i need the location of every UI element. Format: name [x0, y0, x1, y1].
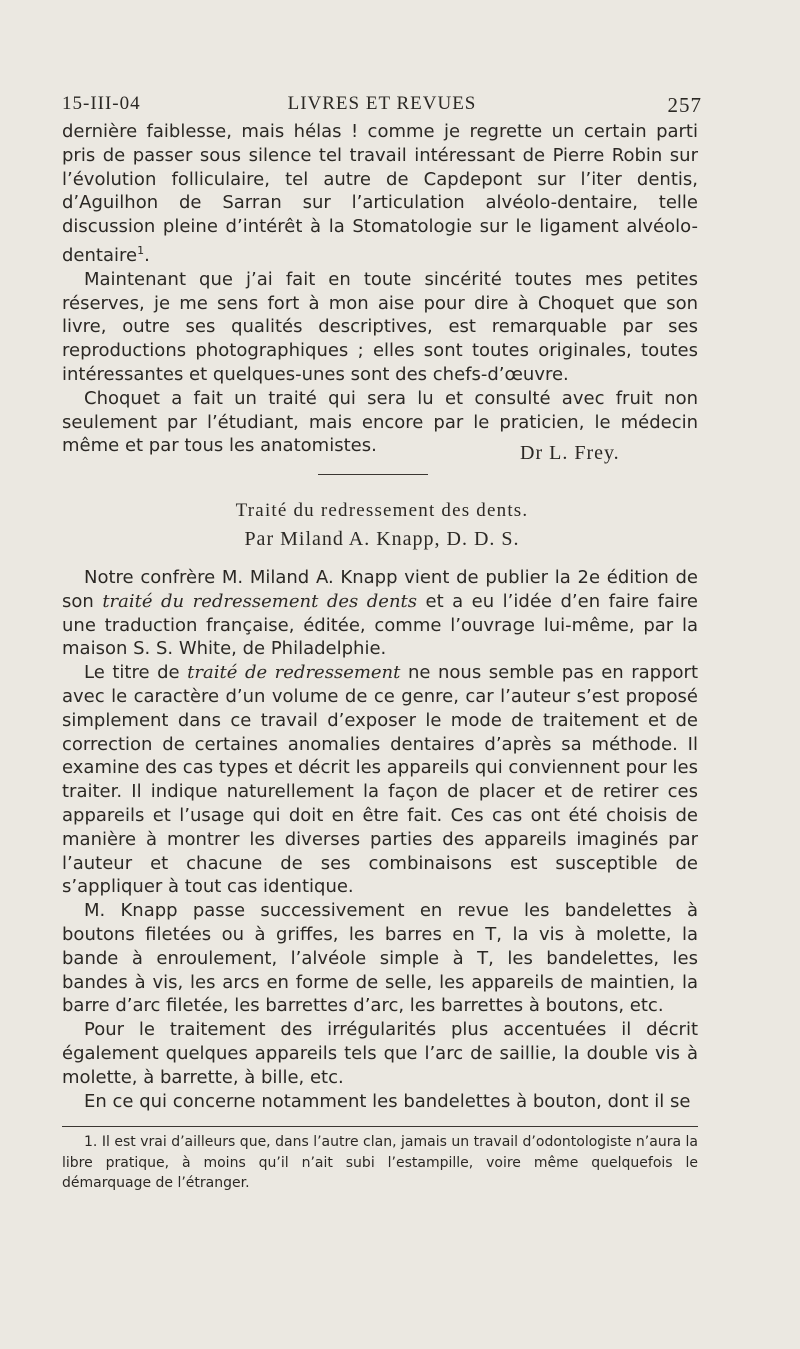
paragraph: dernière faiblesse, mais hélas ! comme je regrette un certain parti pris de passer sous silence tel travail intéressant de Pierre Robin sur l’évolution folliculaire, tel autre de Capdepont sur l’iter dentis, d’Aguilhon de Sarran sur l’articulation alvéolo-dentaire, telle discussion pleine d’intérêt à la Stomatologie sur le ligament alvéolo-dentaire$^1$.	[62, 121, 698, 266]
paragraph: Notre confrère M. Miland A. Knapp vient de publier la 2e édition de son traité du redressement des dents et a eu l’idée d’en faire faire une traduction française, éditée, comme l’ouvrage lui-même, par la maison S. S. White, de Philadelphie.	[62, 567, 698, 660]
paragraph: En ce qui concerne notamment les bandelettes à bouton, dont il se	[84, 1090, 691, 1112]
review-knapp	[62, 566, 698, 1113]
footnote: 1. Il est vrai d’ailleurs que, dans l’autre clan, jamais un travail d’odontologiste n’aura la libre pratique, à moins qu’il n’ait subi l’estampille, voire même quelquefois le démarquage de l’étranger.	[62, 1134, 698, 1191]
section-title: LIVRES ET REVUES	[287, 93, 477, 114]
running-header	[62, 93, 702, 119]
paragraph: Le titre de traité de redressement ne nous semble pas en rapport avec le caractère d’un volume de ce genre, car l’auteur s’est proposé simplement dans ce travail d’exposer le mode de traitement et de correction de certaines anomalies dentaires d’après sa méthode. Il examine des cas types et décrit les appareils qui conviennent pour les traiter. Il indique naturellement la façon de placer et de retirer ces appareils et l’usage qui doit en être fait. Ces cas ont été choisis de manière à montrer les diverses parties des appareils imaginés par l’auteur et chacune de ses combinaisons est susceptible de s’appliquer à tout cas identique.	[62, 662, 698, 898]
book-title-italic: traité du redressement des dents	[102, 590, 418, 612]
paragraph: M. Knapp passe successivement en revue les bandelettes à boutons filetées ou à griffes, les barres en T, la vis à molette, la bande à enroulement, l’alvéole simple à T, les bandelettes, les bandes à vis, les arcs en forme de selle, les appareils de maintien, la barre d’arc filetée, les barrettes d’arc, les barrettes à boutons, etc.	[62, 900, 698, 1017]
paragraph: Pour le traitement des irrégularités plus accentuées il décrit également quelques appareils tels que l’arc de saillie, la double vis à molette, à barrette, à bille, etc.	[62, 1019, 698, 1088]
review-choquet	[62, 120, 698, 458]
paragraph: Choquet a fait un traité qui sera lu et consulté avec fruit non seulement par l’étudiant, mais encore par le praticien, le médecin même et par tous les anatomistes.	[62, 387, 698, 457]
section-divider	[318, 474, 428, 475]
review-author: Par Miland A. Knapp, D. D. S.	[244, 528, 520, 550]
review-title: Traité du redressement des dents.	[235, 500, 529, 521]
issue-date: 15-III-04	[62, 93, 141, 114]
paragraph: Maintenant que j’ai fait en toute sincérité toutes mes petites réserves, je me sens fort à mon aise pour dire à Choquet que son livre, outre ses qualités descriptives, est remarquable par ses reproductions photographiques ; elles sont toutes originales, toutes intéressantes et quelques-unes sont des chefs-d’œuvre.	[62, 268, 698, 385]
footnote-divider	[62, 1126, 698, 1127]
footnote-ref: 1	[137, 243, 145, 257]
page-number: 257	[667, 93, 702, 117]
phrase-italic: traité de redressement	[187, 662, 401, 684]
author-signature: Dr L. Frey.	[520, 442, 620, 464]
